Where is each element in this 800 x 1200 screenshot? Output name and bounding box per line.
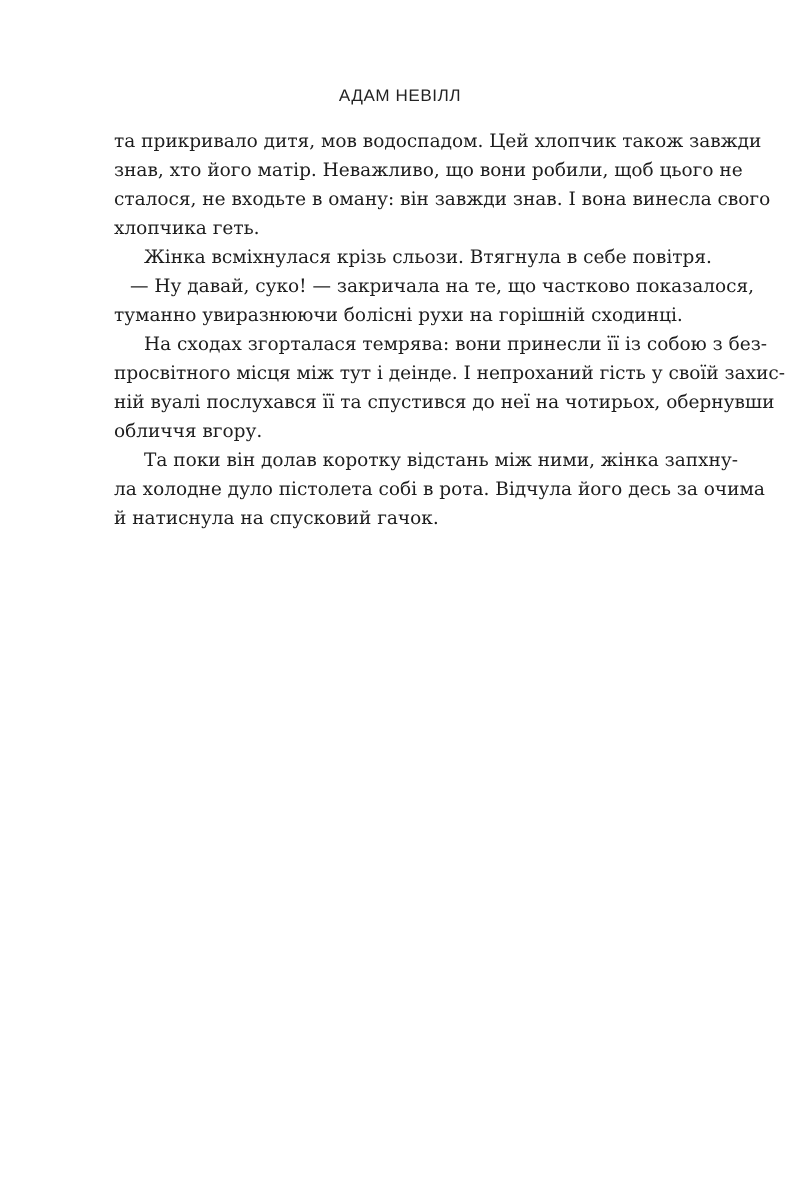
running-header-author: АДАМ НЕВІЛЛ	[338, 86, 462, 105]
text-line: знав, хто його матір. Неважливо, що вони робили, щоб цього не	[114, 160, 743, 181]
text-line: ній вуалі послухався її та спустився до неї на чотирьох, обернувши	[114, 392, 775, 413]
text-line: та прикривало дитя, мов водоспадом. Цей хлопчик також завжди	[114, 131, 762, 152]
text-line: ла холодне дуло пістолета собі в рота. Відчула його десь за очима	[114, 479, 765, 500]
text-line: хлопчика геть.	[114, 218, 260, 239]
dialogue-line: — Ну давай, суко! — закричала на те, що частково показалося,	[130, 276, 755, 297]
text-line: сталося, не входьте в оману: він завжди знав. І вона винесла свого	[114, 189, 771, 210]
paragraph-start-line: Та поки він долав коротку відстань між ними, жінка запхну-	[144, 450, 738, 471]
body-text	[114, 127, 786, 533]
text-line: туманно увиразнюючи болісні рухи на горішній сходинці.	[114, 305, 683, 326]
text-line: й натиснула на спусковий гачок.	[114, 508, 439, 529]
paragraph-start-line: На сходах згорталася темрява: вони принесли її із собою з без-	[144, 334, 768, 355]
text-line: просвітного місця між тут і деінде. І непроханий гість у своїй захис-	[114, 363, 786, 384]
paragraph-start-line: Жінка всміхнулася крізь сльози. Втягнула в себе повітря.	[144, 247, 712, 268]
text-line: обличчя вгору.	[114, 421, 263, 442]
